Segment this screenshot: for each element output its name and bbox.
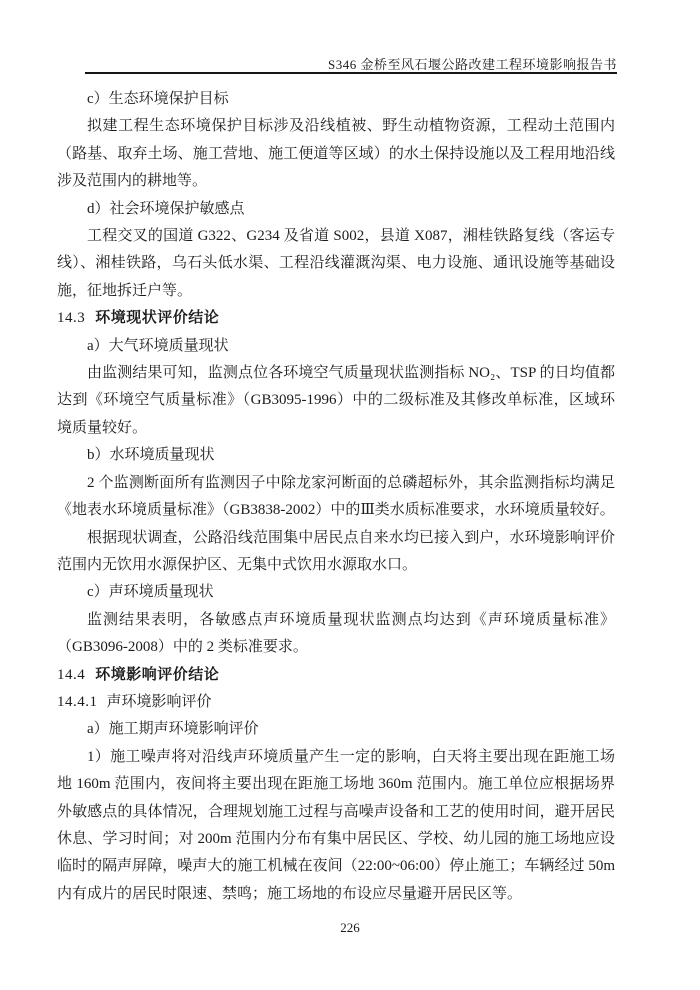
- list-item-construction-noise: a）施工期声环境影响评价: [87, 721, 259, 738]
- paragraph-water-quality-survey: 根据现状调查，公路沿线范围集中居民点自来水均已接入到户，水环境影响评价范围内无饮用水源保护区、无集中式饮用水源取水口。: [57, 529, 615, 573]
- document-body: [57, 86, 615, 908]
- section-heading-14-3: [57, 305, 615, 332]
- section-heading-14-4: [57, 662, 615, 689]
- list-item-eco-targets: c）生态环境保护目标: [87, 91, 229, 107]
- paragraph-eco-targets: 拟建工程生态环境保护目标涉及沿线植被、野生动植物资源，工程动土范围内（路基、取弃土场、施工营地、施工便道等区域）的水土保持设施以及工程用地沿线涉及范围内的耕地等。: [57, 118, 615, 190]
- header-rule: [85, 72, 617, 74]
- running-header-title: S346 金桥至风石堰公路改建工程环境影响报告书: [328, 57, 617, 72]
- paragraph-acoustic-quality: 监测结果表明，各敏感点声环境质量现状监测点均达到《声环境质量标准》（GB3096-2008）中的 2 类标准要求。: [57, 611, 615, 656]
- list-item-air-quality: a）大气环境质量现状: [87, 337, 229, 354]
- subsection-title: 声环境影响评价: [106, 693, 212, 710]
- page-number: 226: [340, 920, 360, 935]
- paragraph-social-sensitive-points: 工程交叉的国道 G322、G234 及省道 S002，县道 X087，湘桂铁路复线（客运专线）、湘桂铁路，乌石头低水渠、工程沿线灌溉沟渠、电力设施、通讯设施等基础设施，征地拆迁户等。: [57, 228, 615, 299]
- list-item-water-quality: b）水环境质量现状: [87, 447, 215, 464]
- section-title: 环境影响评价结论: [95, 666, 220, 683]
- list-item-acoustic-quality: c）声环境质量现状: [87, 584, 214, 601]
- subsection-heading-14-4-1: [57, 689, 615, 716]
- list-item-social-sensitive-points: d）社会环境保护敏感点: [87, 200, 245, 217]
- paragraph-construction-noise: 1）施工噪声将对沿线声环境质量产生一定的影响，白天将主要出现在距施工场地 160m 范围内，夜间将主要出现在距施工场地 360m 范围内。施工单位应根据场界外敏感点的具体情况，合理规划施工过程与高噪声设备和工艺的使用时间，避开居民休息、学习时间；对 200m 范围内分布有集中居民区、学校、幼儿园的施工场地应设临时的隔声屏障，噪声大的施工机械在夜间（22:00~06:00）停止施工；车辆经过 50m 内有成片的居民时限速、禁鸣；施工场地的布设应尽量避开居民区等。: [57, 748, 615, 902]
- section-title: 环境现状评价结论: [95, 310, 220, 327]
- section-number: 14.4: [57, 666, 86, 683]
- paragraph-air-quality: 由监测结果可知，监测点位各环境空气质量现状监测指标 NO₂、TSP 的日均值都达到《环境空气质量标准》（GB3095-1996）中的二级标准及其修改单标准，区域环境质量较好。: [57, 365, 615, 436]
- paragraph-water-quality-monitoring: 2 个监测断面所有监测因子中除龙家河断面的总磷超标外，其余监测指标均满足《地表水环境质量标准》（GB3838-2002）中的Ⅲ类水质标准要求，水环境质量较好。: [57, 474, 615, 519]
- subsection-number: 14.4.1: [57, 693, 98, 710]
- section-number: 14.3: [57, 310, 86, 327]
